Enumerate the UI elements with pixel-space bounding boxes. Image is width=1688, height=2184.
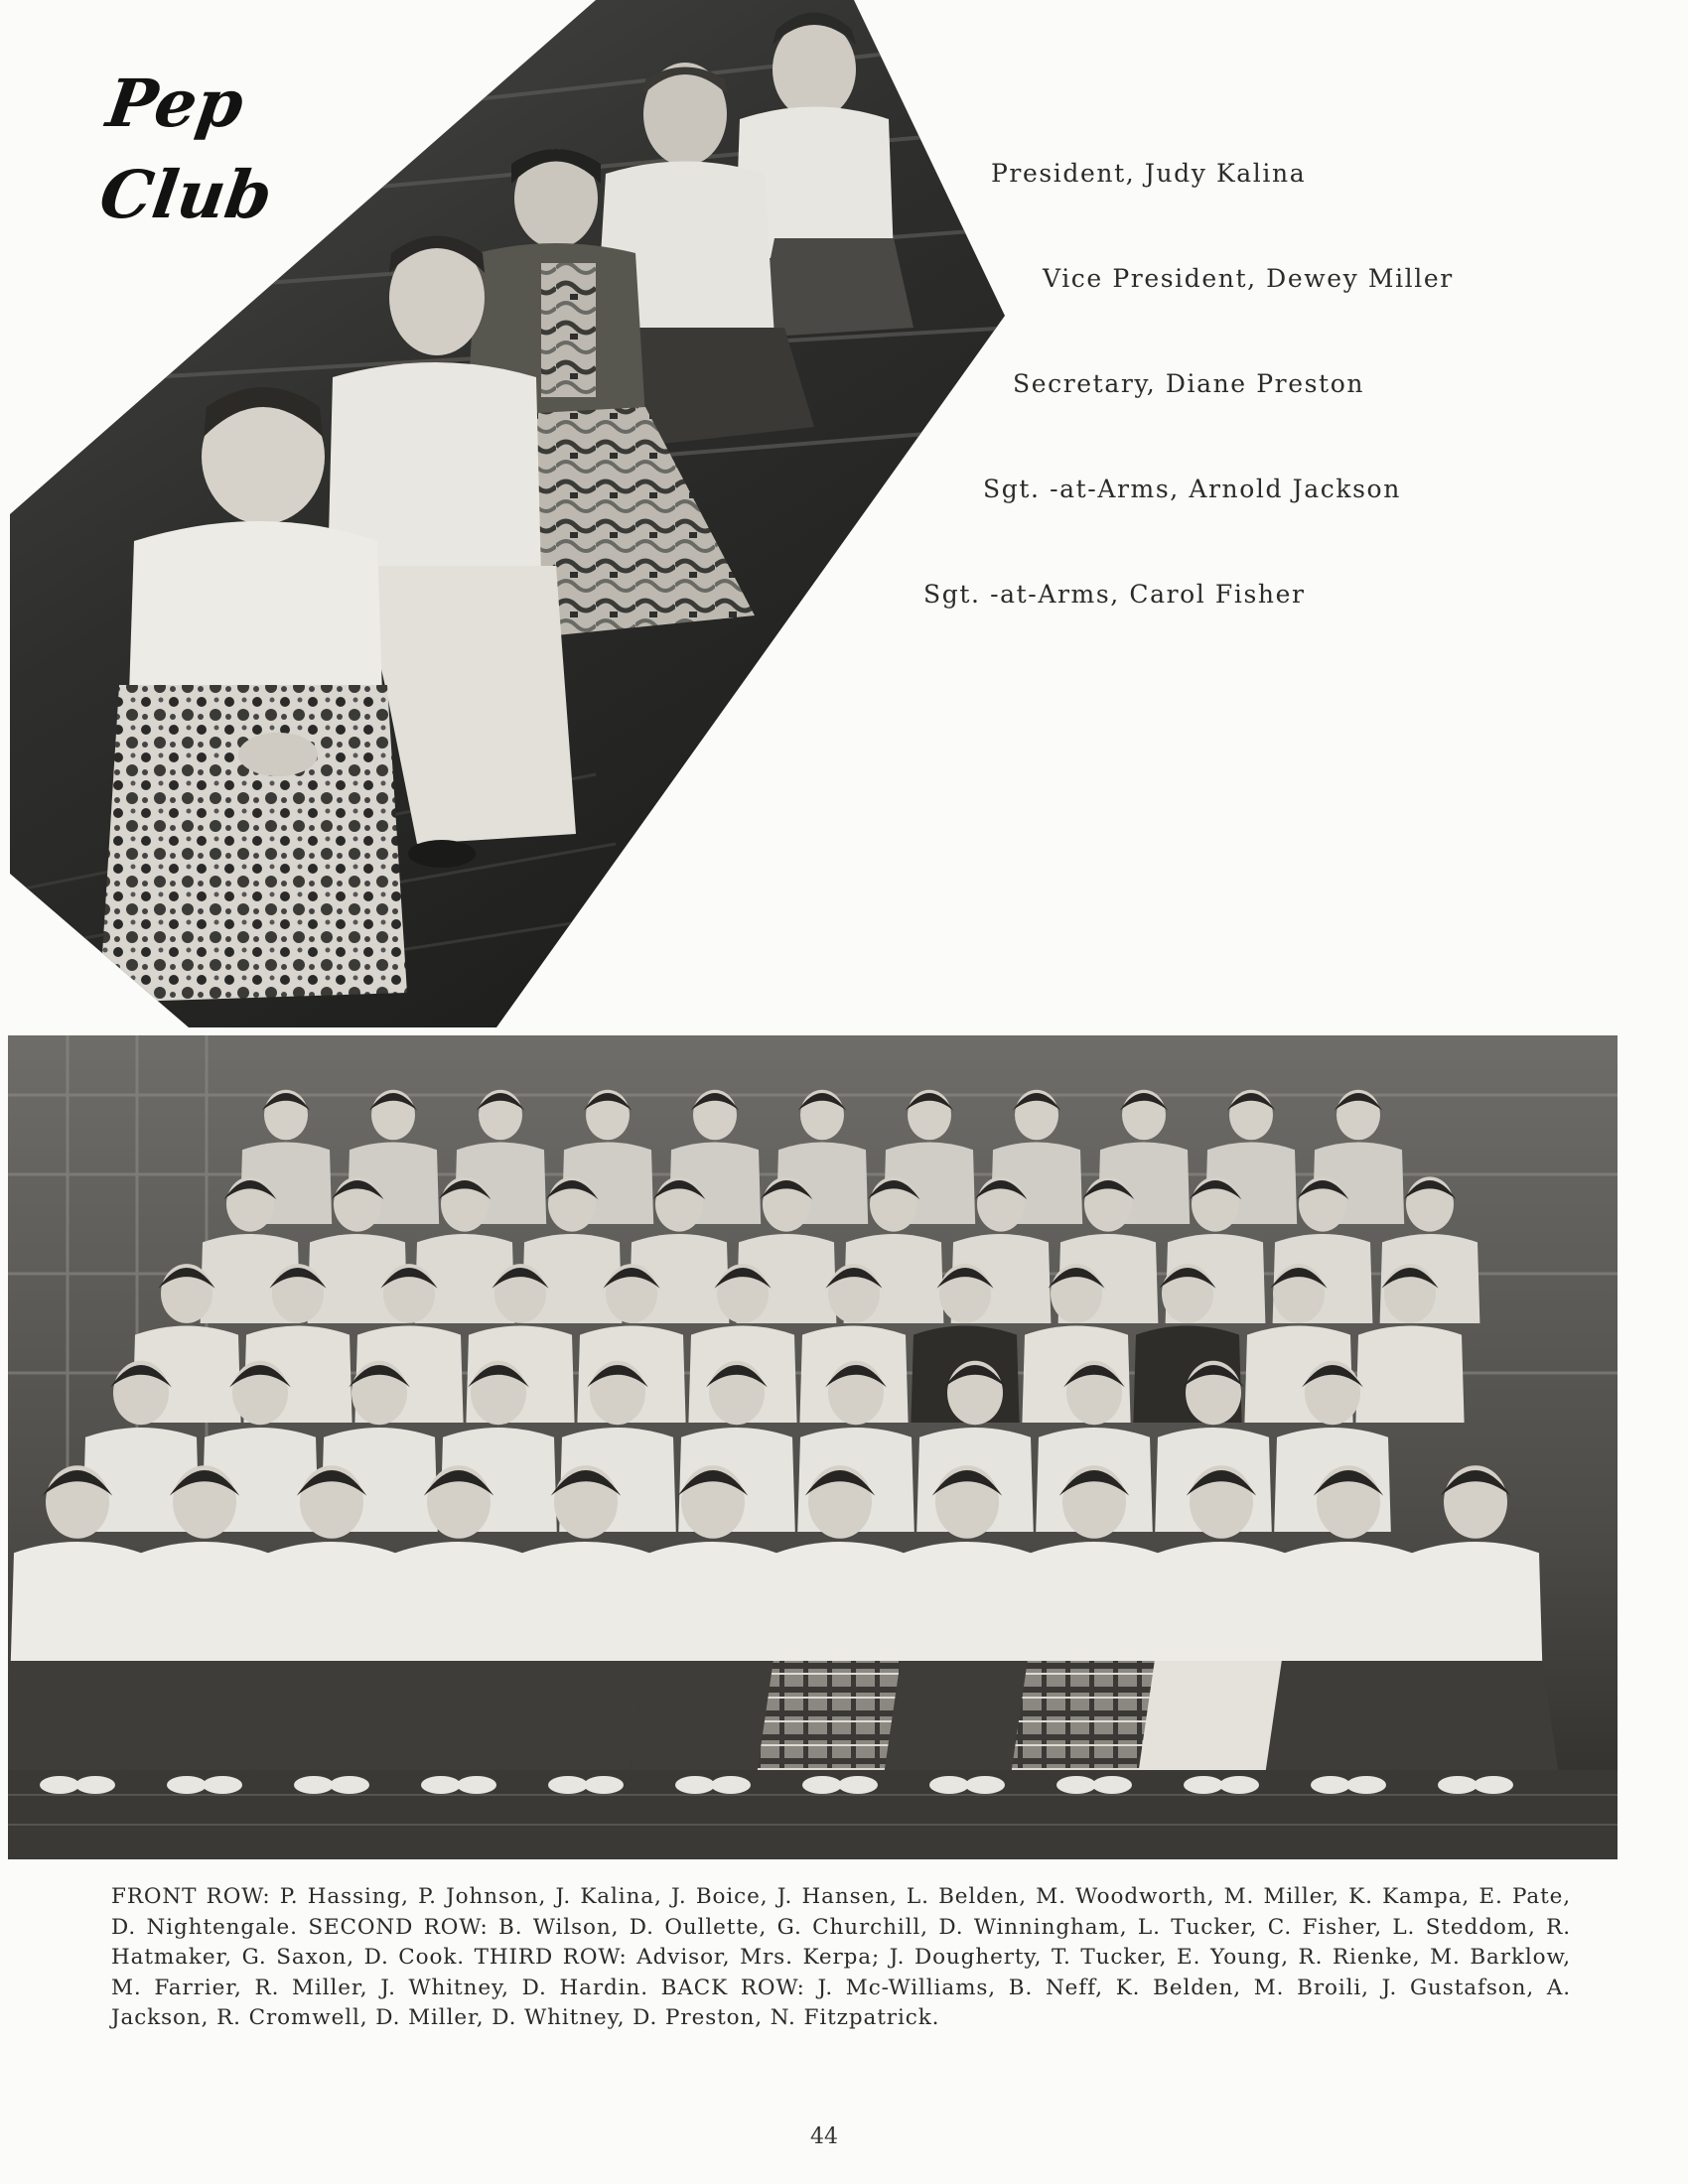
person-torso	[519, 1542, 652, 1661]
person-shoe	[1346, 1776, 1386, 1794]
person-shoe	[548, 1776, 588, 1794]
person-shoe	[1311, 1776, 1350, 1794]
person-torso	[646, 1542, 779, 1661]
person-shoe	[1184, 1776, 1223, 1794]
club-title-line1: Pep	[101, 65, 248, 142]
person-shoe	[584, 1776, 624, 1794]
group-photo	[8, 1035, 1618, 1859]
person-torso	[1028, 1542, 1161, 1661]
photo-caption: FRONT ROW: P. Hassing, P. Johnson, J. Kalina, J. Boice, J. Hansen, L. Belden, M. Woodworth, M. Miller, K. Kampa, E. Pate, D. Nightengale. SECOND ROW: B. Wilson, D. Oullette, G. Churchill, D. Winningham, L. Tucker, C. Fisher, L. Steddom, R. Hatmaker, G. Saxon, D. Cook. THIRD ROW: Advisor, Mrs. Kerpa; J. Dougherty, T. Tucker, E. Young, R. Rienke, M. Barklow, M. Farrier, R. Miller, J. Whitney, D. Hardin. BACK ROW: J. Mc-Williams, B. Neff, K. Belden, M. Broili, J. Gustafson, A. Jackson, R. Cromwell, D. Miller, D. Whitney, D. Preston, N. Fitzpatrick.	[111, 1884, 1571, 2031]
person-shoe	[929, 1776, 969, 1794]
person-shoe	[457, 1776, 496, 1794]
person-shoe	[75, 1776, 115, 1794]
person-shoe	[1438, 1776, 1477, 1794]
person-torso	[901, 1542, 1034, 1661]
person-torso	[1282, 1542, 1415, 1661]
person-shoe	[294, 1776, 334, 1794]
person-shoe	[203, 1776, 242, 1794]
person-shoe	[675, 1776, 715, 1794]
person-torso	[392, 1542, 525, 1661]
officer-president: President, Judy Kalina	[991, 159, 1307, 188]
person-skirt	[1393, 1661, 1558, 1770]
officer-secretary: Secretary, Diane Preston	[1013, 369, 1365, 398]
club-title	[88, 58, 291, 240]
person-torso	[1355, 1326, 1464, 1424]
person-shoe	[711, 1776, 751, 1794]
person-shoe	[167, 1776, 207, 1794]
person-shoe	[330, 1776, 369, 1794]
person-shoe	[421, 1776, 461, 1794]
person-torso	[11, 1542, 144, 1661]
person-torso	[1155, 1542, 1288, 1661]
page-number: 44	[810, 2124, 838, 2149]
person-torso	[1409, 1542, 1542, 1661]
person-shoe	[1474, 1776, 1513, 1794]
person-shoe	[802, 1776, 842, 1794]
officer-vice-president: Vice President, Dewey Miller	[1043, 264, 1454, 293]
person-shoe	[965, 1776, 1005, 1794]
officer-sgt-at-arms-2: Sgt. -at-Arms, Carol Fisher	[923, 580, 1306, 609]
person-torso	[265, 1542, 398, 1661]
person-shoe	[838, 1776, 878, 1794]
person-shoe	[1219, 1776, 1259, 1794]
person-shoe	[1056, 1776, 1096, 1794]
club-title-line2: Club	[95, 156, 277, 233]
person-shoe	[1092, 1776, 1132, 1794]
person-torso	[138, 1542, 271, 1661]
person-torso	[774, 1542, 907, 1661]
officer-sgt-at-arms-1: Sgt. -at-Arms, Arnold Jackson	[983, 475, 1401, 503]
person-shoe	[40, 1776, 79, 1794]
